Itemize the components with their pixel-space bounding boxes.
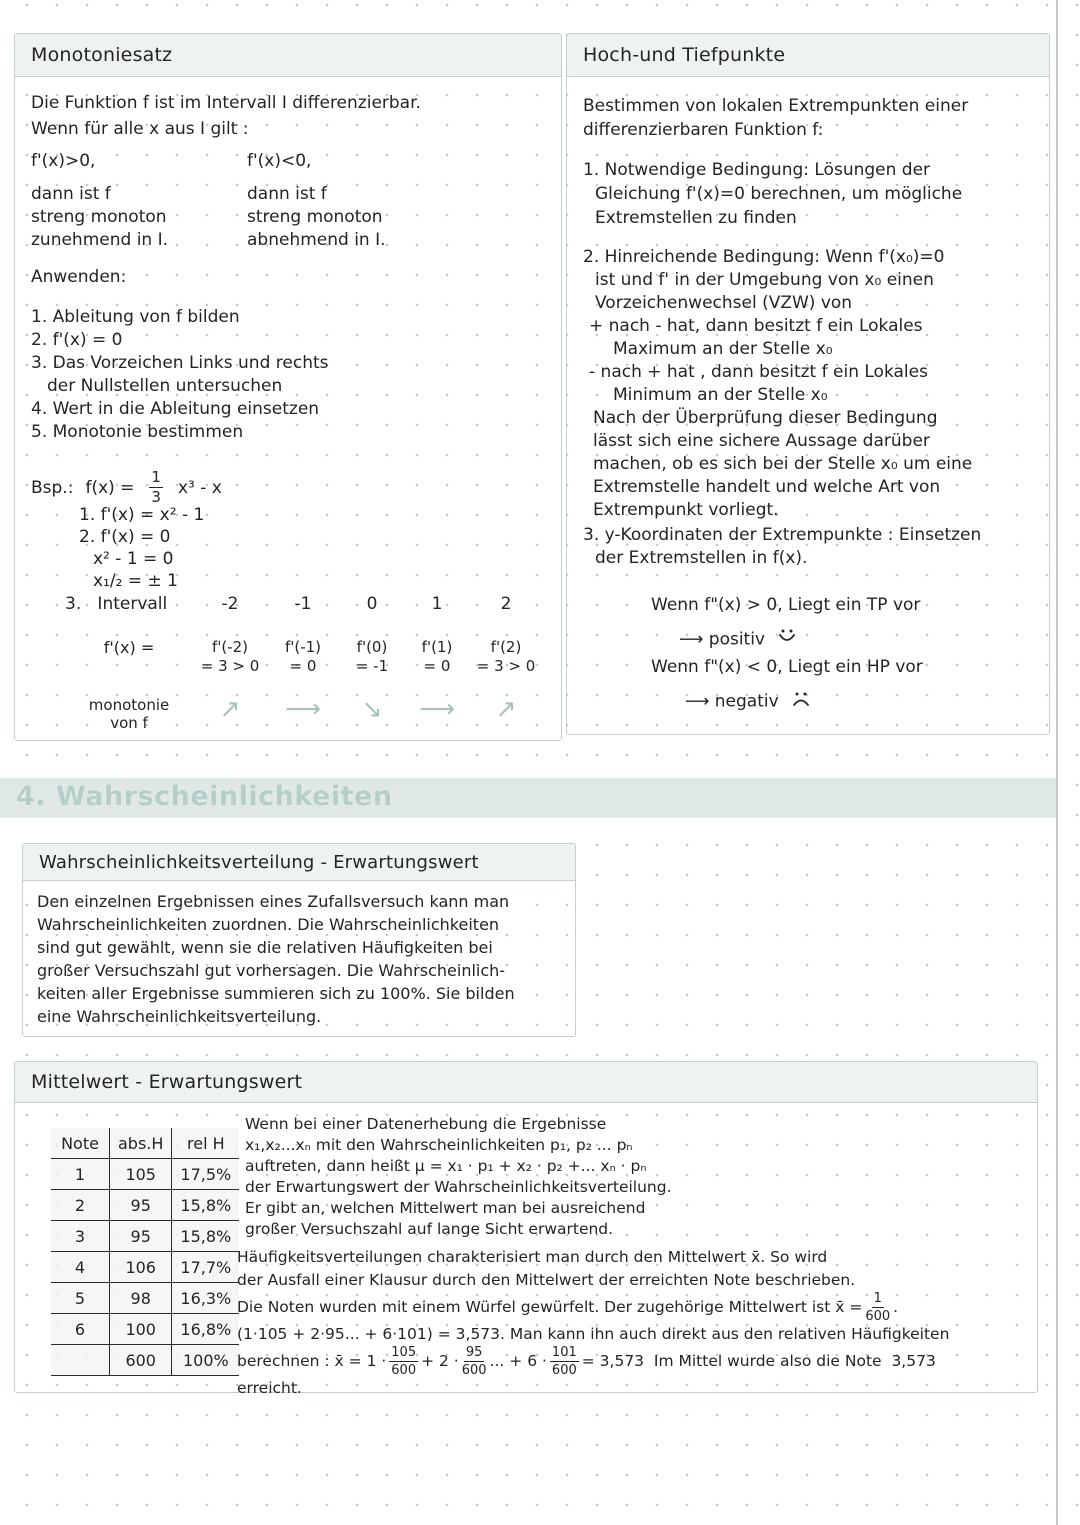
note-line: 1. Ableitung von f bilden (31, 307, 240, 327)
note-line: 4. Wert in die Ableitung einsetzen (31, 399, 320, 419)
note-line: großer Versuchszahl auf lange Sicht erwartend. (245, 1220, 614, 1238)
example-label: Bsp.: (31, 477, 74, 498)
anwenden-label: Anwenden: (31, 267, 127, 287)
table-total-row: 600 100% (51, 1345, 239, 1376)
interval-value: 0 (366, 594, 378, 614)
interval-value: -2 (221, 594, 239, 614)
note-line: eine Wahrscheinlichkeitsverteilung. (37, 1007, 322, 1026)
hochtiefpunkte-title-bar (567, 34, 1049, 77)
note-line: lässt sich eine sichere Aussage darüber (593, 431, 930, 451)
note-line: berechnen : x̄ = 1 · $\frac{105}{600}$ + 2 · $\frac{95}{600}$ ... + 6 · $\frac{101}{600}$ = 3,573 Im Mittel wurde also die Note 3,573 (237, 1345, 936, 1378)
table-row: 1 105 17,5% (51, 1159, 239, 1190)
note-line: Gleichung f'(x)=0 berechnen, um mögliche (595, 184, 963, 204)
note-line: Wenn bei einer Datenerhebung die Ergebnisse (245, 1115, 607, 1133)
note-line: 1. Notwendige Bedingung: Lösungen der (583, 160, 931, 180)
hochtiefpunkte-title: Hoch-und Tiefpunkte (583, 44, 786, 66)
interval-value: 1 (431, 594, 443, 614)
note-line: der Erwartungswert der Wahrscheinlichkeitsverteilung. (245, 1178, 672, 1196)
example-function-line (31, 470, 222, 505)
note-line: Maximum an der Stelle x₀ (613, 339, 833, 359)
fraction: $\frac{101}{600}$ (551, 1345, 577, 1378)
note-line: f(x) = (85, 477, 135, 498)
note-line: Minimum an der Stelle x₀ (613, 385, 828, 405)
note-line: 3. y-Koordinaten der Extrempunkte : Einsetzen (583, 525, 982, 545)
note-line: machen, ob es sich bei der Stelle x₀ um eine (593, 454, 973, 474)
note-line: abnehmend in I. (247, 230, 386, 250)
note-line: x³ - x (177, 477, 222, 498)
table-row: 3 95 15,8% (51, 1221, 239, 1252)
note-line: großer Versuchszahl gut vorhersagen. Die Wahrscheinlich- (37, 961, 506, 980)
note-line: f'(x)<0, (247, 151, 312, 171)
note-line: - nach + hat , dann besitzt f ein Lokales (589, 362, 928, 382)
note-line: der Ausfall einer Klausur durch den Mittelwert der erreichten Note beschrieben. (237, 1271, 856, 1289)
mittelwert-box (14, 1061, 1038, 1397)
monotoniesatz-box (14, 33, 562, 741)
trend-flat-arrow-icon: ⟶ (285, 694, 321, 723)
mittelwert-paragraph (237, 1246, 949, 1400)
note-line: 1. f'(x) = x² - 1 (79, 505, 205, 525)
hp-arrow-line: ⟶ negativ (685, 686, 813, 717)
note-line: der Extremstellen in f(x). (595, 548, 808, 568)
trend-flat-arrow-icon: ⟶ (419, 694, 455, 723)
anwenden-steps (31, 306, 329, 444)
table-header-cell: abs.H (110, 1128, 172, 1159)
note-line: 2. Hinreichende Bedingung: Wenn f'(x₀)=0 (583, 247, 945, 267)
note-line: Wahrscheinlichkeiten zuordnen. Die Wahrscheinlichkeiten (37, 915, 500, 934)
table-row: 5 98 16,3% (51, 1283, 239, 1314)
note-line: x₁,x₂...xₙ mit den Wahrscheinlichkeiten p₁, p₂ ... pₙ (245, 1136, 633, 1154)
wahrscheinlichkeitsverteilung-box (22, 843, 576, 1037)
note-line: x² - 1 = 0 (93, 549, 174, 569)
note-line: f'(x)>0, (31, 151, 96, 171)
note-line: streng monoton (31, 207, 167, 227)
note-line: 2. f'(x) = 0 (79, 527, 171, 547)
note-line: Die Funktion f ist im Intervall I differenzierbar. (31, 93, 421, 113)
note-line: erreicht. (237, 1379, 302, 1397)
fprime-value: f'(0) = -1 (355, 638, 389, 675)
note-line: Er gibt an, welchen Mittelwert man bei ausreichend (245, 1199, 646, 1217)
condition-right (247, 150, 386, 252)
note-line: dann ist f (247, 184, 327, 204)
condition-left (31, 150, 168, 252)
note-line: Vorzeichenwechsel (VZW) von (595, 293, 853, 313)
table-row: 4 106 17,7% (51, 1252, 239, 1283)
note-line: Wenn für alle x aus I gilt : (31, 119, 249, 139)
frequency-table (51, 1128, 239, 1376)
fprime-value: f'(1) = 0 (421, 638, 453, 675)
note-line: Die Noten wurden mit einem Würfel gewürfelt. Der zugehörige Mittelwert ist x̄ = $\frac{1}{600}$ . (237, 1291, 899, 1324)
trend-up-arrow-icon: ↗ (219, 694, 241, 723)
fraction: $\frac{1}{600}$ (865, 1291, 891, 1324)
hochtief-point-3 (583, 524, 981, 570)
note-line: x₁/₂ = ± 1 (93, 571, 178, 591)
monotoniesatz-intro (31, 90, 421, 142)
hochtief-point-1 (583, 158, 962, 230)
trend-up-arrow-icon: ↗ (495, 694, 517, 723)
interval-label: 3. Intervall (65, 594, 168, 614)
note-line: 5. Monotonie bestimmen (31, 422, 244, 442)
table-row: 6 100 16,8% (51, 1314, 239, 1345)
hp-rule-line: Wenn f"(x) < 0, Liegt ein HP vor (651, 657, 923, 677)
interval-value: -1 (294, 594, 312, 614)
note-line: Den einzelnen Ergebnissen eines Zufallsversuch kann man (37, 892, 510, 911)
monotonie-label: monotonie von f (88, 696, 170, 732)
note-line: Extremstelle handelt und welche Art von (593, 477, 941, 497)
interval-value: 2 (500, 594, 512, 614)
fprime-row (65, 638, 543, 676)
example-steps (79, 504, 204, 592)
fraction: $\frac{95}{600}$ (461, 1345, 487, 1378)
note-line: sind gut gewählt, wenn sie die relativen Häufigkeiten bei (37, 938, 493, 957)
erwartungswert-paragraph (245, 1114, 672, 1240)
table-header-row (51, 1128, 239, 1159)
note-line: 2. f'(x) = 0 (31, 330, 123, 350)
table-header-cell: Note (51, 1128, 110, 1159)
note-line: dann ist f (31, 184, 111, 204)
mittelwert-title: Mittelwert - Erwartungswert (31, 1071, 303, 1093)
page-edge-line (1056, 0, 1058, 1525)
note-line: Häufigkeitsverteilungen charakterisiert man durch den Mittelwert x̄. So wird (237, 1248, 828, 1266)
note-line: auftreten, dann heißt μ = x₁ · p₁ + x₂ · p₂ +... xₙ · pₙ (245, 1157, 647, 1175)
note-line: (1·105 + 2·95... + 6·101) = 3,573. Man kann ihn auch direkt aus den relativen Häufigkeiten (237, 1325, 950, 1343)
fraction: $\frac{1}{3}$ (151, 468, 161, 506)
fprime-label: f'(x) = (103, 638, 155, 657)
monotonie-row (65, 696, 543, 732)
table-row: 2 95 15,8% (51, 1190, 239, 1221)
wverteilung-title: Wahrscheinlichkeitsverteilung - Erwartungswert (39, 851, 479, 873)
monotoniesatz-title-bar (15, 34, 561, 77)
note-line: zunehmend in I. (31, 230, 169, 250)
note-line: Extrempunkt vorliegt. (593, 500, 779, 520)
fprime-value: f'(-2) = 3 > 0 (200, 638, 260, 675)
smiley-negative-icon (789, 686, 813, 717)
trend-down-arrow-icon: ↘ (361, 694, 383, 723)
note-line: der Nullstellen untersuchen (47, 376, 283, 396)
interval-row (65, 594, 543, 614)
note-line: Bestimmen von lokalen Extrempunkten einer (583, 96, 969, 116)
smiley-positive-icon (775, 624, 799, 655)
note-line: 3. Das Vorzeichen Links und rechts (31, 353, 329, 373)
note-line: differenzierbaren Funktion f: (583, 120, 824, 140)
note-line: Extremstellen zu finden (595, 208, 797, 228)
note-line: keiten aller Ergebnisse summieren sich zu 100%. Sie bilden (37, 984, 515, 1003)
hochtiefpunkte-box (566, 33, 1050, 735)
mittelwert-title-bar (15, 1062, 1037, 1103)
note-line: + nach - hat, dann besitzt f ein Lokales (589, 316, 923, 336)
note-line: streng monoton (247, 207, 383, 227)
fraction: $\frac{105}{600}$ (391, 1345, 417, 1378)
section-heading: 4. Wahrscheinlichkeiten (16, 781, 393, 812)
note-line: Nach der Überprüfung dieser Bedingung (593, 408, 938, 428)
hochtief-intro (583, 94, 968, 142)
wverteilung-text (37, 890, 515, 1028)
hochtief-point-2 (583, 246, 972, 522)
tp-arrow-line: ⟶ positiv (679, 624, 799, 655)
tp-rule-line: Wenn f"(x) > 0, Liegt ein TP vor (651, 595, 921, 615)
wverteilung-title-bar (23, 844, 575, 881)
note-line: ist und f' in der Umgebung von x₀ einen (595, 270, 934, 290)
fprime-value: f'(-1) = 0 (284, 638, 322, 675)
fprime-value: f'(2) = 3 > 0 (476, 638, 536, 675)
table-header-cell: rel H (172, 1128, 239, 1159)
monotoniesatz-title: Monotoniesatz (31, 44, 173, 66)
